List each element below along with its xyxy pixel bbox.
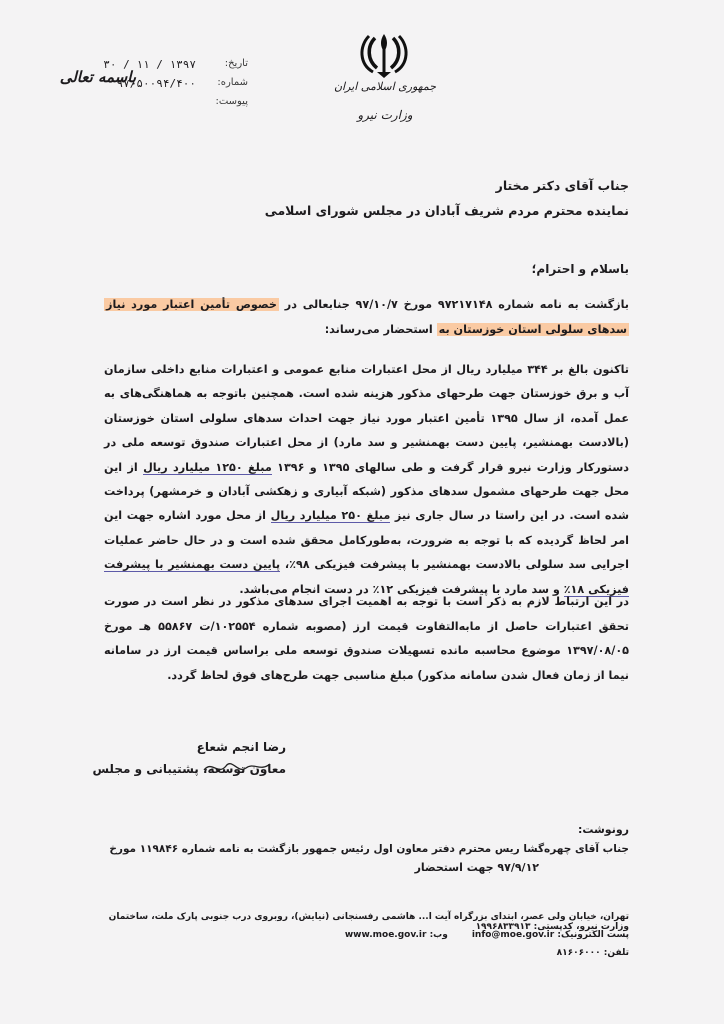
phone-number: ۸۱۶۰۶۰۰۰	[556, 948, 601, 958]
cc-label: رونوشت:	[577, 823, 629, 836]
highlighted-text-2: سدهای سلولی استان خوزستان به	[438, 322, 627, 336]
cc-line-2: ۹۷/۹/۱۲ جهت استحضار	[414, 861, 539, 874]
underlined-amount-2: مبلغ ۲۵۰ میلیارد ریال	[270, 509, 391, 523]
email-group	[472, 930, 629, 940]
website-label: وب:	[429, 930, 448, 940]
intro-text-before: بازگشت به نامه شماره ۹۷۲۱۷۱۴۸ مورخ ۹۷/۱۰/۷ جنابعالی در	[278, 298, 629, 311]
paragraph-funding	[104, 358, 629, 602]
attachment-row	[204, 96, 248, 107]
date-label: تاریخ:	[224, 58, 248, 69]
addressee-name: جناب آقای دکتر مختار	[495, 178, 629, 193]
date-value: ۱۳۹۷ / ۱۱ / ۳۰	[103, 58, 196, 71]
signatory-name: رضا انجم شعاع	[196, 740, 286, 754]
funding-text-3: از محل مورد اشاره جهت این امر لحاظ گردیده که با توجه به ضرورت، به‌طورکامل محقق شده است و در حال حاضر عملیات اجرایی سد سلولی بالادست بهمنشیر با پیشرفت فیزیکی ۹۸٪،	[104, 509, 629, 572]
government-name: جمهوری اسلامی ایران	[333, 80, 437, 93]
underlined-amount-1: مبلغ ۱۲۵۰ میلیارد ریال	[143, 460, 272, 474]
cc-line-1: جناب آقای چهره‌گشا ریس محترم دفتر معاون اول رئیس جمهور بازگشت به نامه شماره ۱۱۹۸۴۶ مورخ	[109, 843, 629, 855]
underlined-progress: پایین دست بهمنشیر با پیشرفت فیزیکی ۱۸٪	[104, 558, 629, 596]
phone-label: تلفن:	[603, 948, 629, 958]
funding-text-1: تاکنون بالغ بر ۳۴۴ میلیارد ریال از محل اعتبارات منابع عمومی و اعتبارات منابع داخلی سازمان آب و برق خوزستان جهت طرحهای مذکور هزینه شده است. همچنین باتوجه به هماهنگی‌های به عمل آمده، از سال ۱۳۹۵ تأمین اعتبار مورد نیاز جهت احداث سدهای سلولی استان خوزستان (بالادست بهمنشیر، پایین دست بهمنشیر و سد مارد) از محل اعتبارات صندوق توسعه ملی در دستورکار وزارت نیرو قرار گرفت و طی سالهای ۱۳۹۵ و ۱۳۹۶	[104, 363, 629, 474]
addressee-title: نماینده محترم مردم شریف آبادان در مجلس شورای اسلامی	[264, 203, 629, 218]
footer-contacts	[89, 930, 629, 940]
greeting: باسلام و احترام؛	[531, 262, 629, 276]
funding-text-2: از این محل جهت طرحهای مشمول سدهای مذکور (شبکه آبیاری و زهکشی آبادان و خرمشهر) پرداخت شده است. در این راستا در سال جاری نیز	[104, 460, 629, 523]
iran-emblem-icon	[355, 30, 413, 80]
email-label: پست الکترونیک:	[557, 930, 629, 940]
number-row	[117, 77, 248, 90]
paragraph-currency: در این ارتباط لازم به ذکر است با توجه به اهمیت اجرای سدهای مذکور در نظر است در صورت تحقق اعتبارات حاصل از مابه‌التفاوت قیمت ارز (مصوبه شماره ۱۰۲۵۵۴/ت ۵۵۸۶۷ هـ مورخ ۱۳۹۷/۰۸/۰۵ موضوع محاسبه مانده تسهیلات صندوق توسعه ملی براساس قیمت ارز در سامانه نیما از زمان فعال شدن سامانه مذکور) مبلغ مناسبی جهت طرح‌های فوق لحاظ گردد.	[104, 595, 629, 682]
date-row	[103, 58, 248, 71]
attachment-label: پیوست:	[215, 96, 248, 107]
signature-scribble-icon	[200, 756, 280, 778]
number-label: شماره:	[217, 77, 248, 88]
signatory-title: معاون توسعه، پشتیبانی و مجلس	[92, 762, 286, 776]
funding-text-4: و سد مارد با پیشرفت فیزیکی ۱۲٪ در دست انجام می‌باشد.	[239, 582, 564, 596]
number-value: ۹۷/۵۰۰۹۴/۴۰۰	[116, 77, 196, 90]
basmala: باسمه تعالی	[59, 68, 136, 86]
ministry-name: وزارت نیرو	[357, 108, 413, 122]
footer-phone	[89, 948, 629, 958]
email-link[interactable]: info@moe.gov.ir	[471, 930, 555, 940]
highlighted-text-1: خصوص تأمین اعتبار مورد نیاز	[106, 298, 277, 311]
website-group	[345, 930, 448, 940]
footer-address: تهران، خیابان ولی عصر، ابتدای بزرگراه آیت ا... هاشمی رفسنجانی (نیایش)، روبروی درب جنوبی پارک ملت، ساختمان وزارت نیرو، کدپستی: ۱۹۹۶۸۳۳۹۱۳	[108, 912, 629, 932]
paragraph-intro	[104, 293, 629, 342]
intro-text-after: استحضار می‌رساند:	[324, 322, 437, 336]
website-link[interactable]: www.moe.gov.ir	[344, 930, 427, 940]
